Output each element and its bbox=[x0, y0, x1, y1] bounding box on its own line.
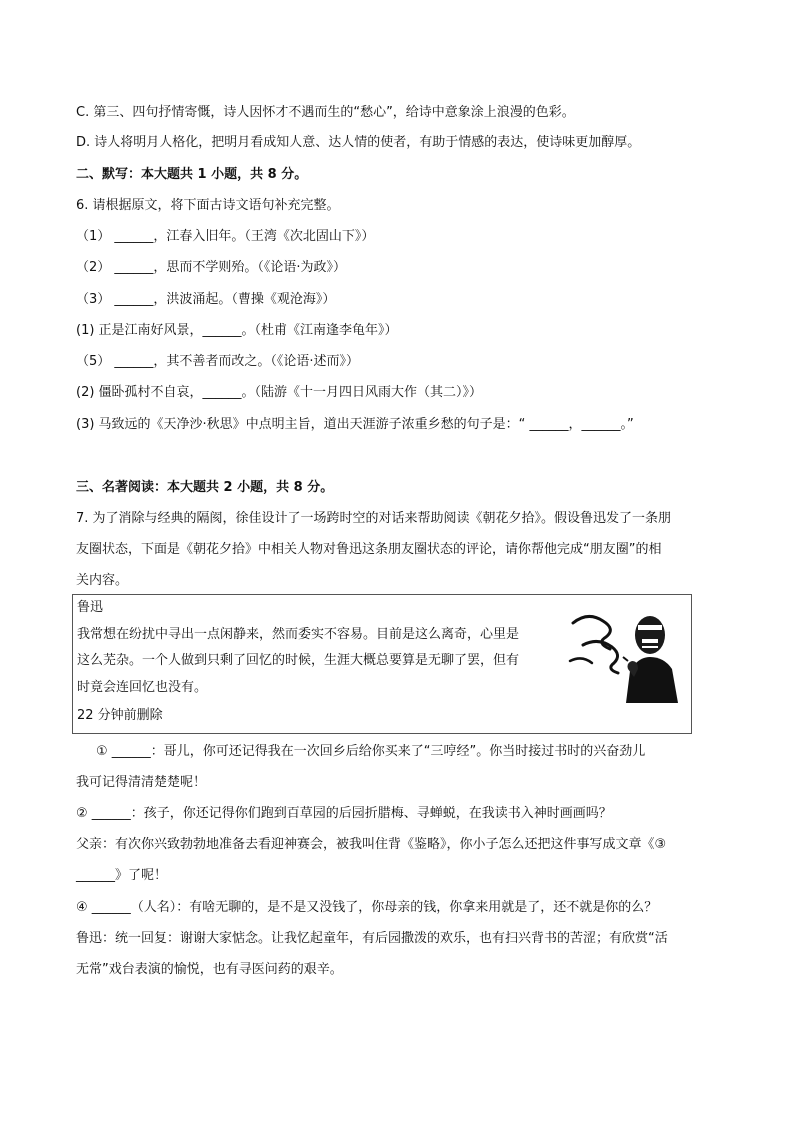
fill-item-6: (2) 僵卧孤村不自哀，______。（陆游《十一月四日风雨大作（其二）》） bbox=[76, 385, 483, 400]
section-3-heading: 三、名著阅读：本大题共 2 小题，共 8 分。 bbox=[76, 480, 334, 495]
question-7-line-3: 关内容。 bbox=[76, 573, 129, 588]
post-author: 鲁迅 bbox=[77, 600, 104, 615]
comment-3-line-1: 父亲：有次你兴致勃勃地准备去看迎神赛会，被我叫住背《鉴略》，你小子怎么还把这件事写成文章《③ bbox=[76, 837, 667, 852]
fill-item-2: （2） ______，思而不学则殆。（《论语·为政》） bbox=[76, 260, 347, 275]
comment-5-line-2: 无常”戏台表演的愉悦，也有寻医问药的艰辛。 bbox=[76, 962, 343, 977]
comment-1-line-2: 我可记得清清楚楚呢！ bbox=[76, 775, 207, 790]
fill-item-1: （1） ______，江春入旧年。（王湾《次北固山下》） bbox=[76, 229, 375, 244]
comment-1-line-1: ① ______：哥儿，你可还记得我在一次回乡后给你买来了“三哼经”。你当时接过书时的兴奋劲儿 bbox=[96, 744, 646, 759]
fill-item-4: (1) 正是江南好风景，______。（杜甫《江南逢李龟年》） bbox=[76, 323, 398, 338]
option-d: D. 诗人将明月人格化，把明月看成知人意、达人情的使者，有助于情感的表达，使诗味更加醇厚。 bbox=[76, 135, 641, 150]
question-6: 6. 请根据原文，将下面古诗文语句补充完整。 bbox=[76, 198, 340, 213]
option-c: C. 第三、四句抒情寄慨，诗人因怀才不遇而生的“愁心”，给诗中意象涂上浪漫的色彩。 bbox=[76, 105, 575, 120]
post-text-line-1: 我常想在纷扰中寻出一点闲静来，然而委实不容易。目前是这么离奇，心里是 bbox=[77, 627, 520, 642]
moments-post-card bbox=[72, 594, 692, 734]
comment-2: ② ______：孩子，你还记得你们跑到百草园的后园折腊梅、寻蝉蜕，在我读书入神时画画吗？ bbox=[76, 806, 612, 821]
question-7-line-2: 友圈状态，下面是《朝花夕拾》中相关人物对鲁迅这条朋友圈状态的评论，请你帮他完成“朋友圈”的相 bbox=[76, 542, 662, 557]
comment-3-line-2: ______》了呢！ bbox=[76, 868, 168, 883]
fill-item-5: （5） ______，其不善者而改之。（《论语·述而》） bbox=[76, 354, 360, 369]
lu-xun-portrait bbox=[568, 603, 688, 703]
comment-4: ④ ______（人名）：有啥无聊的，是不是又没钱了，你母亲的钱，你拿来用就是了，还不就是你的么？ bbox=[76, 900, 658, 915]
question-7-line-1: 7. 为了消除与经典的隔阂，徐佳设计了一场跨时空的对话来帮助阅读《朝花夕拾》。假设鲁迅发了一条朋 bbox=[76, 511, 672, 526]
post-text-line-2: 这么芜杂。一个人做到只剩了回忆的时候，生涯大概总要算是无聊了罢，但有 bbox=[77, 653, 520, 668]
comment-5-line-1: 鲁迅：统一回复：谢谢大家惦念。让我忆起童年，有后园撒泼的欢乐，也有扫兴背书的苦涩；有欣赏“活 bbox=[76, 931, 668, 946]
post-timestamp: 22 分钟前删除 bbox=[77, 708, 163, 723]
post-text-line-3: 时竟会连回忆也没有。 bbox=[77, 680, 208, 695]
fill-item-3: （3） ______，洪波涌起。（曹操《观沧海》） bbox=[76, 292, 336, 307]
fill-item-7: (3) 马致远的《天净沙·秋思》中点明主旨，道出天涯游子浓重乡愁的句子是：“ ______，______。” bbox=[76, 417, 634, 432]
section-2-heading: 二、默写：本大题共 1 小题，共 8 分。 bbox=[76, 167, 308, 182]
